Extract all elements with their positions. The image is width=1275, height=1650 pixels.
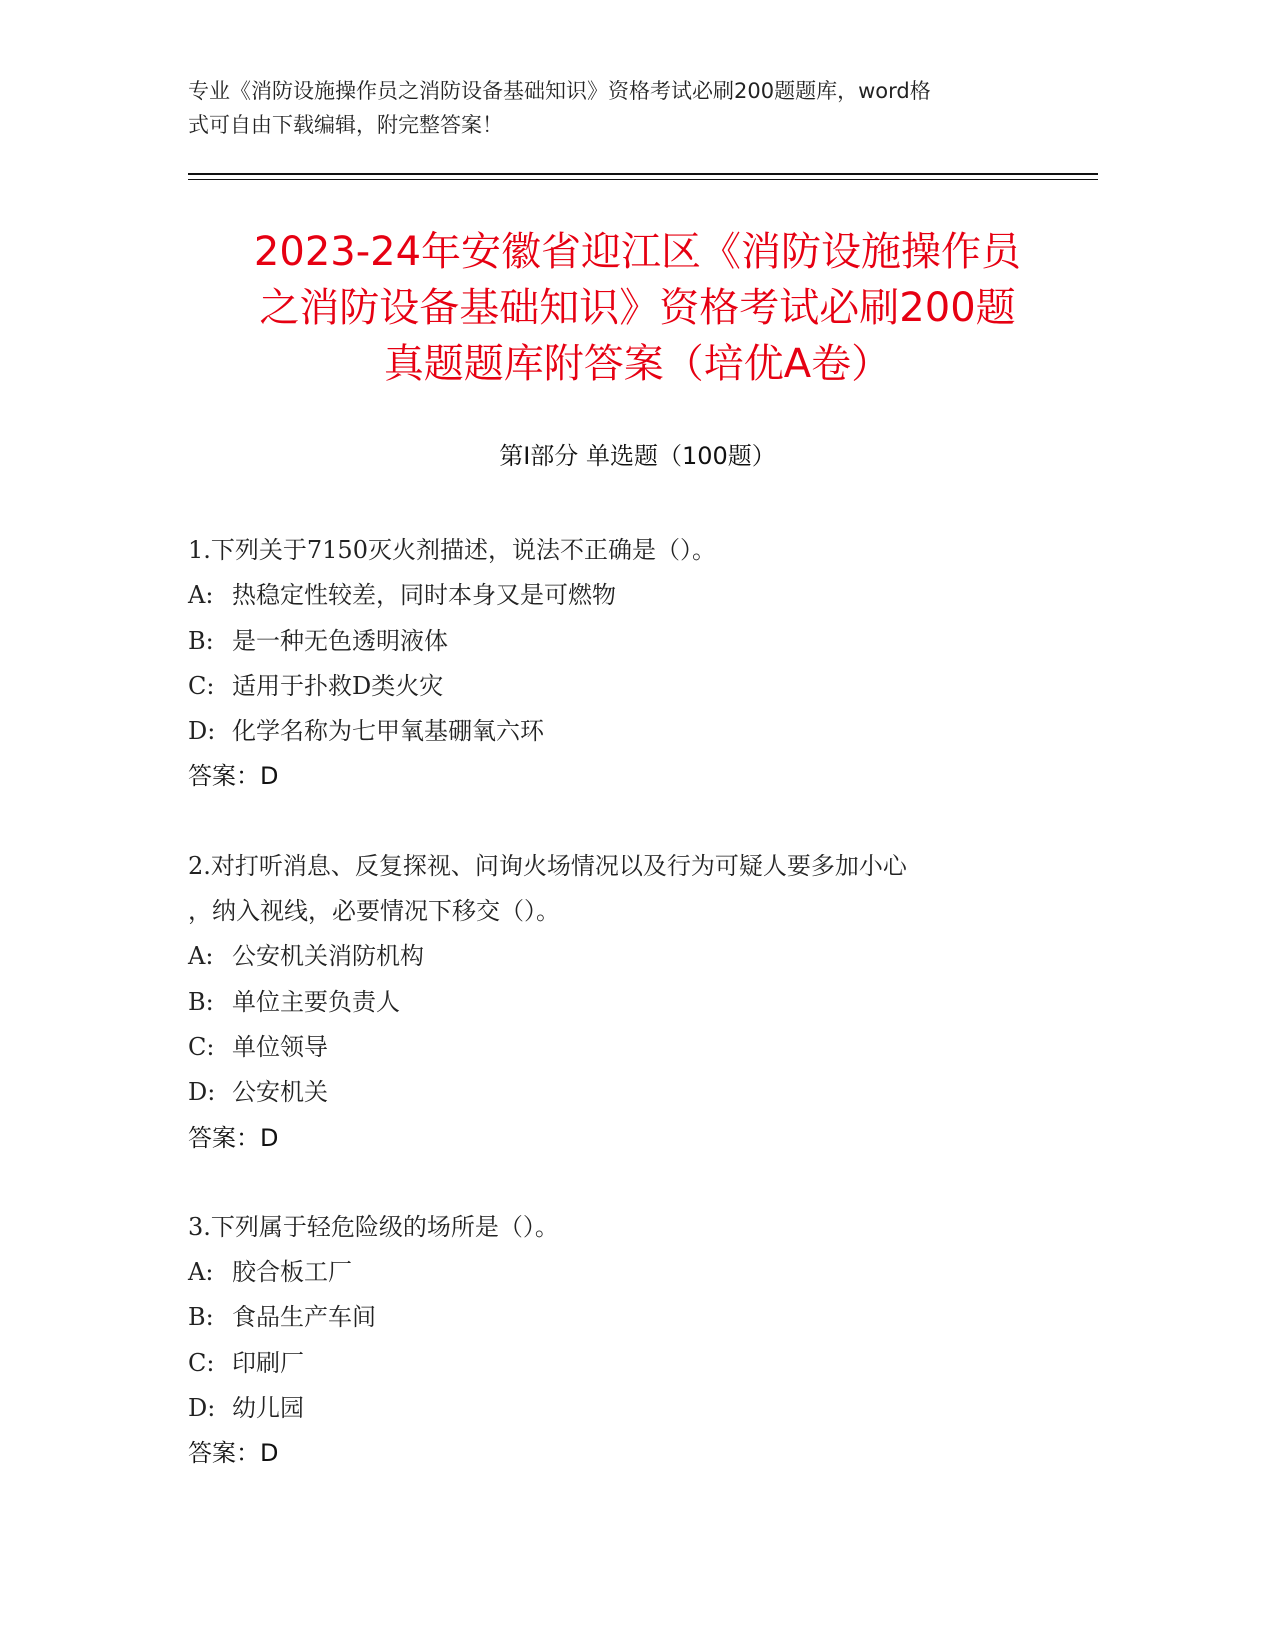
title-line-3: 真题题库附答案（培优A卷） bbox=[383, 341, 892, 387]
option-c bbox=[188, 1341, 1068, 1386]
option-a bbox=[188, 934, 1068, 979]
question-3 bbox=[188, 1205, 1068, 1477]
option-text: 公安机关 bbox=[232, 1078, 328, 1107]
question-stem-continued: ，纳入视线，必要情况下移交（）。 bbox=[188, 897, 560, 926]
option-letter: A: bbox=[188, 1258, 214, 1287]
option-letter: B: bbox=[188, 987, 214, 1016]
header-divider-thin bbox=[188, 179, 1098, 180]
option-c bbox=[188, 664, 1068, 709]
question-stem: 2.对打听消息、反复探视、问询火场情况以及行为可疑人要多加小心 bbox=[188, 851, 907, 880]
option-letter: A: bbox=[188, 581, 214, 610]
option-text: 热稳定性较差，同时本身又是可燃物 bbox=[232, 581, 616, 610]
option-c bbox=[188, 1025, 1068, 1070]
question-stem: 3.下列属于轻危险级的场所是（）。 bbox=[188, 1212, 559, 1241]
option-text: 单位领导 bbox=[232, 1032, 328, 1061]
intro-line-2: 式可自由下载编辑，附完整答案！ bbox=[188, 113, 503, 137]
option-b bbox=[188, 1295, 1068, 1340]
option-letter: D: bbox=[188, 1394, 216, 1423]
title-line-2: 之消防设备基础知识》资格考试必刷200题 bbox=[259, 285, 1016, 331]
document-title bbox=[150, 224, 1125, 392]
option-text: 幼儿园 bbox=[232, 1394, 304, 1423]
header-divider-thick bbox=[188, 173, 1098, 175]
option-letter: C: bbox=[188, 1032, 215, 1061]
option-text: 化学名称为七甲氧基硼氧六环 bbox=[232, 717, 544, 746]
option-letter: D: bbox=[188, 717, 216, 746]
intro-text bbox=[188, 74, 1068, 142]
intro-line-1: 专业《消防设施操作员之消防设备基础知识》资格考试必刷200题题库，word格 bbox=[188, 79, 931, 103]
option-text: 公安机关消防机构 bbox=[232, 942, 424, 971]
option-text: 胶合板工厂 bbox=[232, 1258, 352, 1287]
option-d bbox=[188, 709, 1068, 754]
option-letter: C: bbox=[188, 1348, 215, 1377]
option-a bbox=[188, 573, 1068, 618]
option-text: 适用于扑救D类火灾 bbox=[232, 671, 444, 700]
answer-line: 答案：D bbox=[188, 762, 279, 791]
question-1 bbox=[188, 528, 1068, 800]
option-d bbox=[188, 1386, 1068, 1431]
option-letter: D: bbox=[188, 1078, 216, 1107]
question-2 bbox=[188, 844, 1068, 1161]
option-letter: B: bbox=[188, 1303, 214, 1332]
title-line-1: 2023-24年安徽省迎江区《消防设施操作员 bbox=[253, 229, 1022, 275]
question-stem: 1.下列关于7150灭火剂描述，说法不正确是（）。 bbox=[188, 536, 716, 564]
option-text: 印刷厂 bbox=[232, 1348, 304, 1377]
option-d bbox=[188, 1070, 1068, 1115]
option-text: 是一种无色透明液体 bbox=[232, 626, 448, 655]
option-letter: A: bbox=[188, 942, 214, 971]
option-letter: B: bbox=[188, 626, 214, 655]
option-b bbox=[188, 980, 1068, 1025]
option-text: 食品生产车间 bbox=[232, 1303, 376, 1332]
option-letter: C: bbox=[188, 671, 215, 700]
question-list bbox=[188, 528, 1068, 1521]
answer-line: 答案：D bbox=[188, 1439, 279, 1468]
option-text: 单位主要负责人 bbox=[232, 987, 400, 1016]
option-a bbox=[188, 1250, 1068, 1295]
part-title: 第Ⅰ部分 单选题（100题） bbox=[499, 442, 776, 470]
answer-line: 答案：D bbox=[188, 1123, 279, 1152]
option-b bbox=[188, 619, 1068, 664]
